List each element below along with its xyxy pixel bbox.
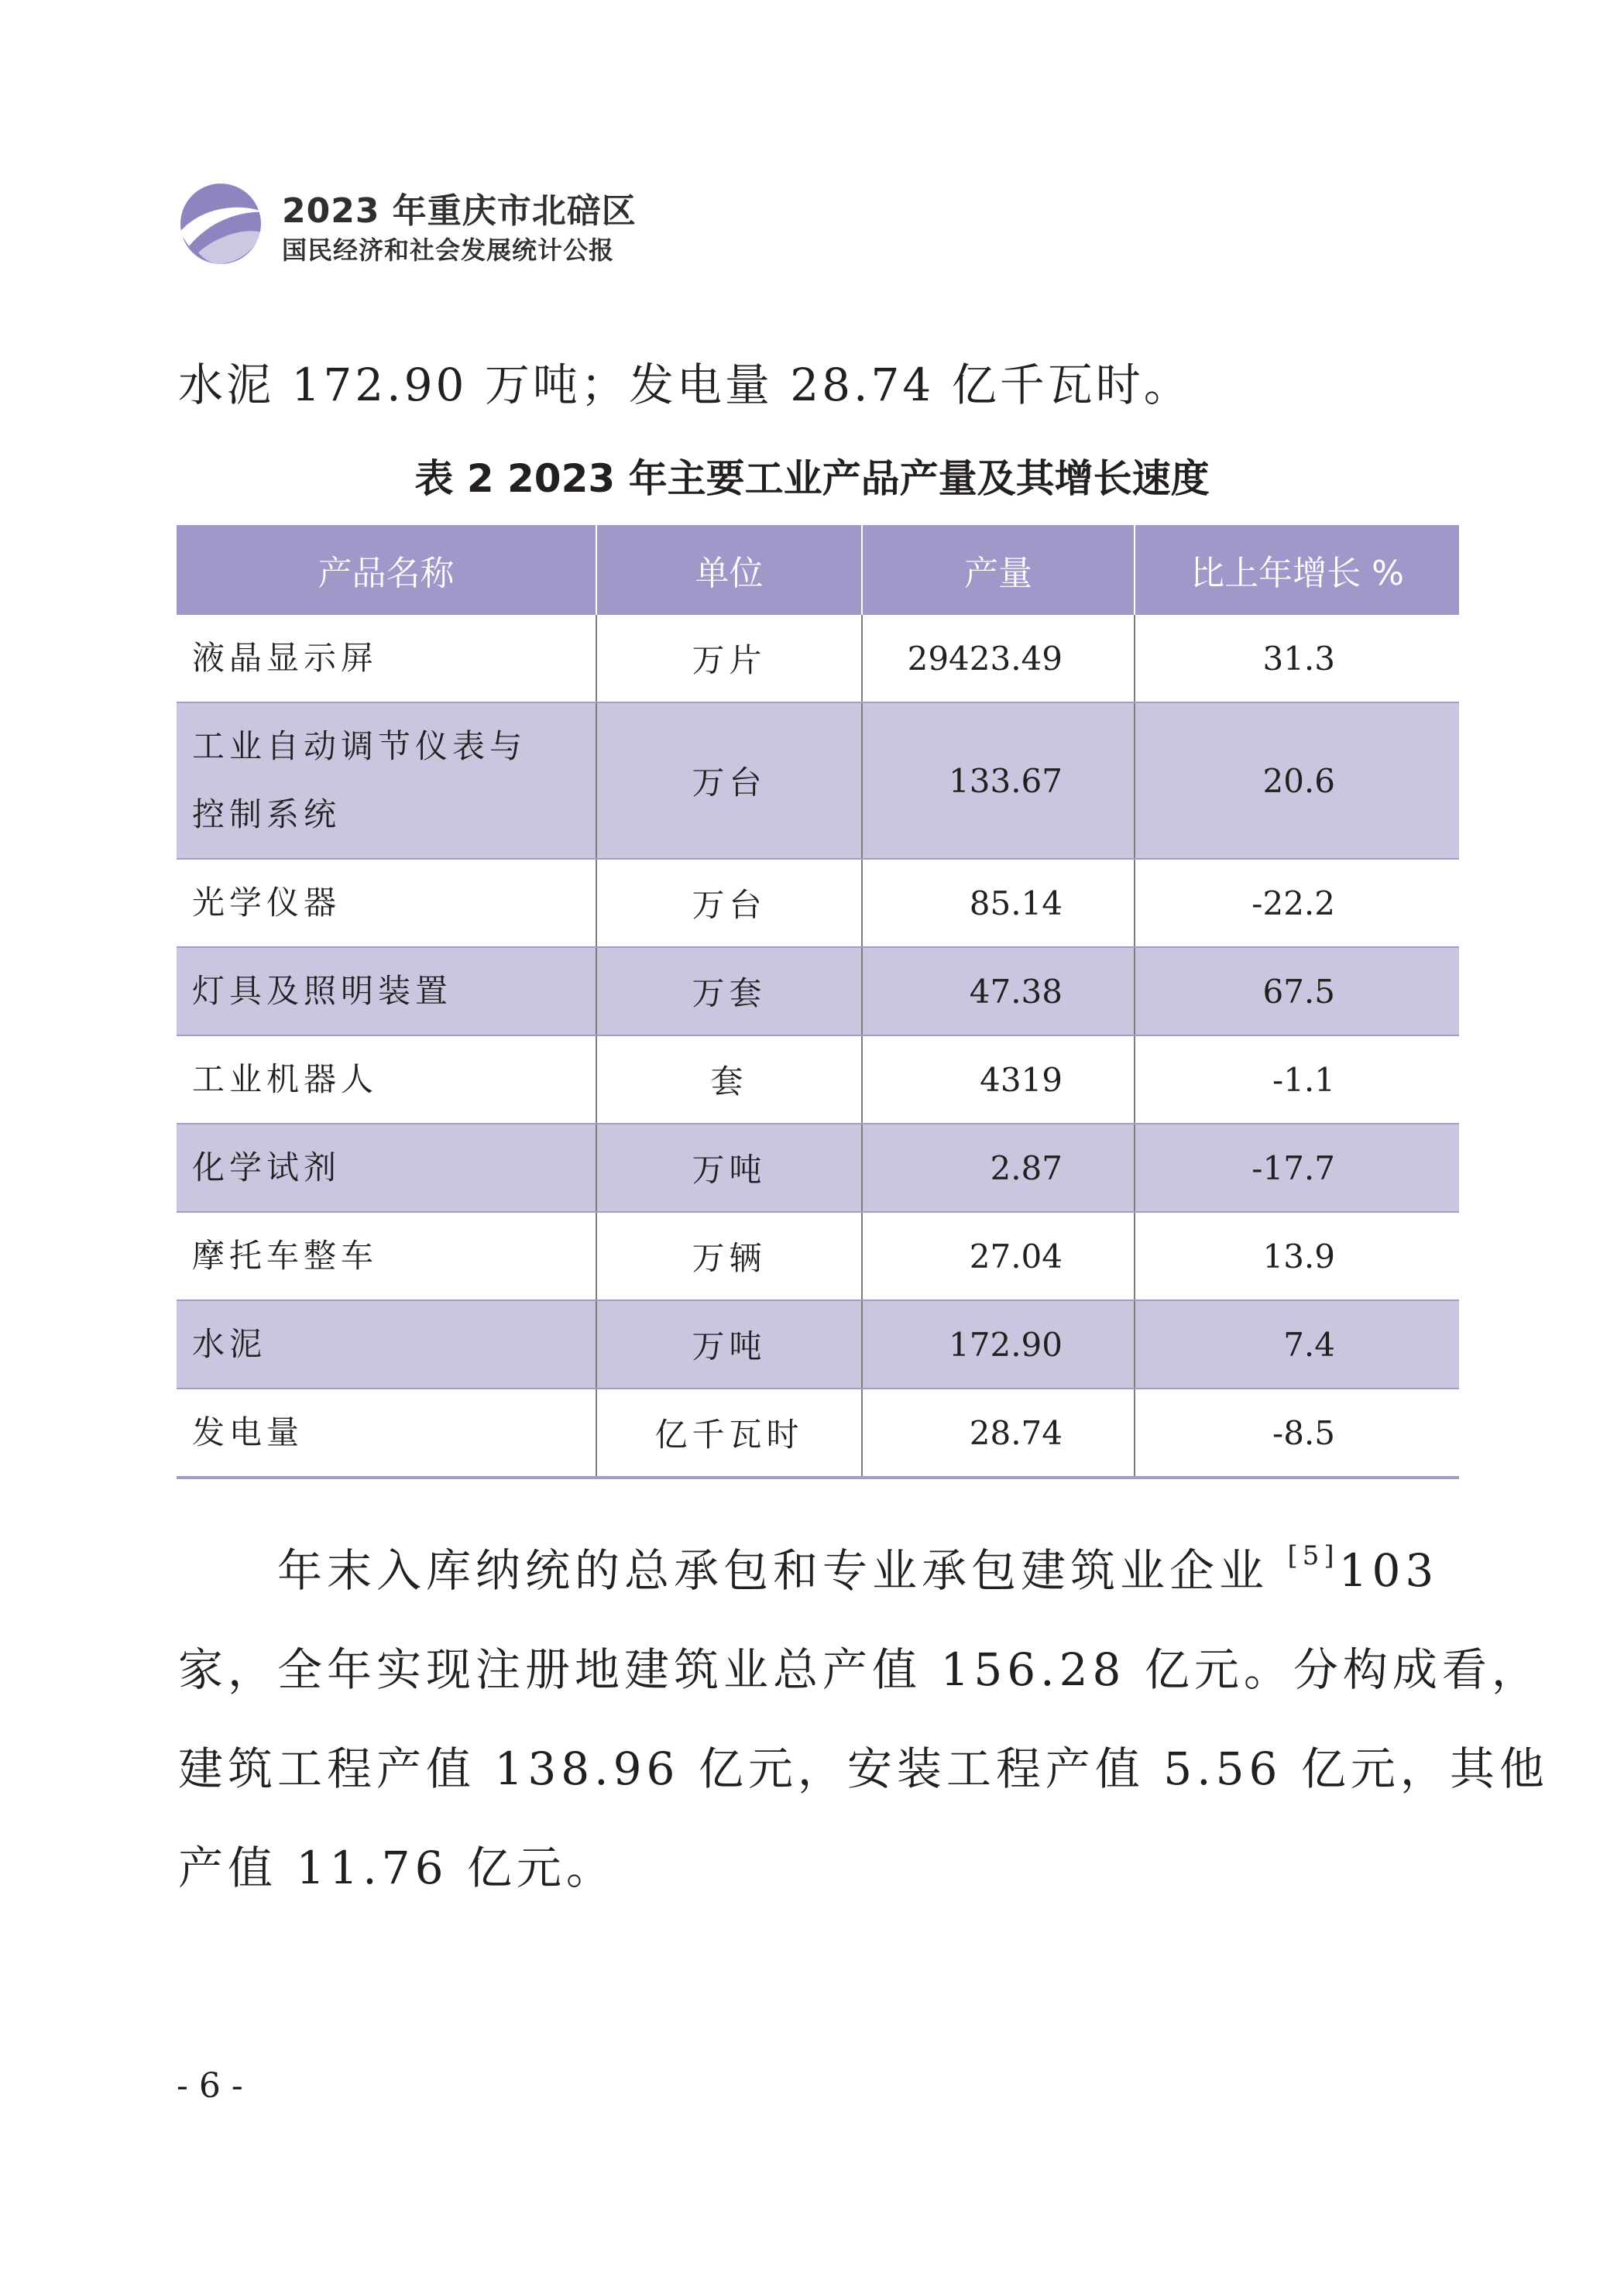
footnote-ref: [5] xyxy=(1287,1540,1339,1571)
product-name-line1: 工业自动调节仪表与 xyxy=(192,727,527,765)
column-header-growth: 比上年增长 % xyxy=(1135,525,1459,615)
product-name: 水泥 xyxy=(177,1300,596,1389)
table-row xyxy=(177,947,1459,1035)
product-output: 28.74 xyxy=(862,1389,1135,1478)
product-name: 液晶显示屏 xyxy=(177,615,596,702)
product-output: 2.87 xyxy=(862,1124,1135,1212)
table-row xyxy=(177,1389,1459,1478)
product-output: 133.67 xyxy=(862,702,1135,859)
product-name-line2: 控制系统 xyxy=(192,795,342,833)
product-growth: 31.3 xyxy=(1135,615,1459,702)
column-header-product: 产品名称 xyxy=(177,525,596,615)
product-name: 光学仪器 xyxy=(177,859,596,947)
paragraph-text: 103 xyxy=(1338,1544,1439,1597)
product-unit: 万吨 xyxy=(596,1300,862,1389)
table-row xyxy=(177,1124,1459,1212)
construction-paragraph xyxy=(178,1521,1549,1917)
product-output: 27.04 xyxy=(862,1212,1135,1300)
product-name: 化学试剂 xyxy=(177,1124,596,1212)
product-growth: 13.9 xyxy=(1135,1212,1459,1300)
paragraph-line-3: 建筑工程产值 138.96 亿元，安装工程产值 5.56 亿元，其他 xyxy=(178,1742,1549,1795)
product-unit: 套 xyxy=(596,1035,862,1124)
paragraph-line-2: 家，全年实现注册地建筑业总产值 156.28 亿元。分构成看， xyxy=(178,1643,1541,1696)
page-number: - 6 - xyxy=(177,2066,243,2106)
product-name: 摩托车整车 xyxy=(177,1212,596,1300)
column-header-unit: 单位 xyxy=(596,525,862,615)
product-unit: 万台 xyxy=(596,702,862,859)
product-unit: 万套 xyxy=(596,947,862,1035)
paragraph-line-1 xyxy=(178,1521,1448,1620)
product-unit: 万吨 xyxy=(596,1124,862,1212)
table-row xyxy=(177,1035,1459,1124)
table-header-row xyxy=(177,525,1459,615)
product-growth: -22.2 xyxy=(1135,859,1459,947)
product-growth: 7.4 xyxy=(1135,1300,1459,1389)
table-row xyxy=(177,859,1459,947)
report-header xyxy=(175,178,717,271)
product-growth: -1.1 xyxy=(1135,1035,1459,1124)
product-output: 85.14 xyxy=(862,859,1135,947)
header-title: 2023 年重庆市北碚区 xyxy=(282,191,637,231)
product-unit: 万片 xyxy=(596,615,862,702)
product-name: 灯具及照明装置 xyxy=(177,947,596,1035)
industrial-products-table xyxy=(177,525,1459,1479)
product-unit: 万台 xyxy=(596,859,862,947)
table-row xyxy=(177,1212,1459,1300)
product-unit: 万辆 xyxy=(596,1212,862,1300)
product-output: 29423.49 xyxy=(862,615,1135,702)
product-name: 工业机器人 xyxy=(177,1035,596,1124)
paragraph-text: 年末入库纳统的总承包和专业承包建筑业企业 xyxy=(277,1544,1269,1597)
table-row xyxy=(177,615,1459,702)
header-subtitle: 国民经济和社会发展统计公报 xyxy=(282,235,615,265)
table-title: 表 2 2023 年主要工业产品产量及其增长速度 xyxy=(414,456,1210,501)
table-row xyxy=(177,702,1459,859)
column-header-output: 产量 xyxy=(862,525,1135,615)
table-row xyxy=(177,1300,1459,1389)
product-unit: 亿千瓦时 xyxy=(596,1389,862,1478)
product-name xyxy=(177,702,596,859)
product-growth: 20.6 xyxy=(1135,702,1459,859)
continuation-text: 水泥 172.90 万吨；发电量 28.74 亿千瓦时。 xyxy=(178,359,1192,411)
paragraph-line-4: 产值 11.76 亿元。 xyxy=(178,1842,616,1894)
product-growth: -8.5 xyxy=(1135,1389,1459,1478)
product-output: 47.38 xyxy=(862,947,1135,1035)
statistics-bureau-logo-icon xyxy=(175,178,266,269)
product-output: 172.90 xyxy=(862,1300,1135,1389)
product-growth: 67.5 xyxy=(1135,947,1459,1035)
product-name: 发电量 xyxy=(177,1389,596,1478)
product-output: 4319 xyxy=(862,1035,1135,1124)
product-growth: -17.7 xyxy=(1135,1124,1459,1212)
